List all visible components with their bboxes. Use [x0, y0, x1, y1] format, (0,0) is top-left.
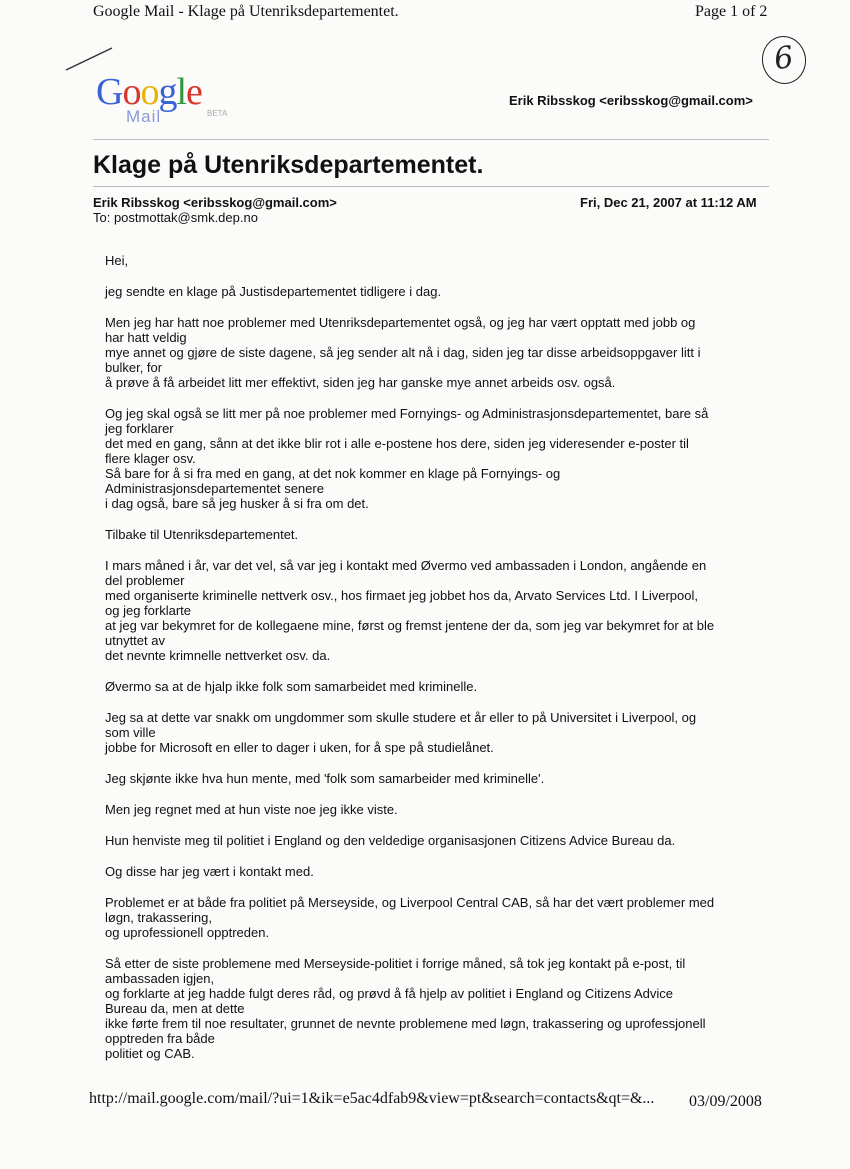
- message-body: [105, 253, 765, 1077]
- body-line: ikke førte frem til noe resultater, grunnet de nevnte problemene med løgn, trakassering og uprofessjonell: [105, 1016, 706, 1031]
- body-paragraph: [105, 771, 765, 786]
- body-line: å prøve å få arbeidet litt mer effektivt, siden jeg har ganske mye annet arbeids osv. også.: [105, 375, 616, 390]
- body-line: ambassaden igjen,: [105, 971, 215, 986]
- email-sender: Erik Ribsskog <eribsskog@gmail.com>: [93, 195, 337, 210]
- body-paragraph: [105, 527, 765, 542]
- body-line: jobbe for Microsoft en eller to dager i uken, for å spe på studielånet.: [105, 740, 494, 755]
- print-header-title: Google Mail - Klage på Utenriksdepartementet.: [93, 3, 399, 20]
- logo-wordmark: Google: [96, 71, 202, 113]
- body-paragraph: [105, 558, 765, 663]
- body-line: Administrasjonsdepartementet senere: [105, 481, 324, 496]
- body-line: Jeg skjønte ikke hva hun mente, med 'folk som samarbeider med kriminelle'.: [105, 771, 545, 786]
- body-line: I mars måned i år, var det vel, så var jeg i kontakt med Øvermo ved ambassaden i London, angående en: [105, 558, 707, 573]
- body-line: Bureau da, men at dette: [105, 1001, 245, 1016]
- body-line: har hatt veldig: [105, 330, 187, 345]
- body-line: Og disse har jeg vært i kontakt med.: [105, 864, 314, 879]
- body-line: Problemet er at både fra politiet på Merseyside, og Liverpool Central CAB, så har det vært problemer med: [105, 895, 715, 910]
- email-subject: Klage på Utenriksdepartementet.: [93, 151, 484, 179]
- email-date: Fri, Dec 21, 2007 at 11:12 AM: [580, 195, 757, 210]
- body-line: det med en gang, sånn at det ikke blir rot i alle e-postene hos dere, siden jeg videresender e-poster til: [105, 436, 689, 451]
- body-line: utnyttet av: [105, 633, 165, 648]
- body-line: at jeg var bekymret for de kollegaene mine, først og fremst jentene der da, som jeg var bekymret for at ble: [105, 618, 715, 633]
- logo-mail-text: Mail: [126, 107, 162, 126]
- body-paragraph: [105, 956, 765, 1061]
- logo-beta-text: BETA: [207, 109, 228, 118]
- header-divider: [93, 139, 769, 140]
- body-line: Men jeg regnet med at hun viste noe jeg ikke viste.: [105, 802, 398, 817]
- body-line: mye annet og gjøre de siste dagene, så jeg sender alt nå i dag, siden jeg tar disse arbeidsoppgaver litt i: [105, 345, 701, 360]
- body-line: Så bare for å si fra med en gang, at det nok kommer en klage på Fornyings- og: [105, 466, 561, 481]
- body-line: i dag også, bare så jeg husker å si fra om det.: [105, 496, 369, 511]
- body-line: opptreden fra både: [105, 1031, 215, 1046]
- body-line: Men jeg har hatt noe problemer med Utenriksdepartementet også, og jeg har vært opptatt med jobb og: [105, 315, 696, 330]
- account-email: Erik Ribsskog <eribsskog@gmail.com>: [509, 93, 753, 108]
- body-paragraph: [105, 864, 765, 879]
- body-paragraph: [105, 895, 765, 940]
- body-line: jeg forklarer: [105, 421, 174, 436]
- body-line: og uprofessionell opptreden.: [105, 925, 270, 940]
- body-line: og forklarte at jeg hadde fulgt deres råd, og prøvd å få hjelp av politiet i England og Citizens Advice: [105, 986, 674, 1001]
- body-line: bulker, for: [105, 360, 163, 375]
- body-line: Tilbake til Utenriksdepartementet.: [105, 527, 299, 542]
- body-line: jeg sendte en klage på Justisdepartementet tidligere i dag.: [105, 284, 442, 299]
- gmail-logo: [96, 70, 236, 132]
- print-header-page-number: Page 1 of 2: [695, 3, 768, 20]
- body-line: Øvermo sa at de hjalp ikke folk som samarbeidet med kriminelle.: [105, 679, 478, 694]
- body-line: Hun henviste meg til politiet i England og den veldedige organisasjonen Citizens Advice Bureau da.: [105, 833, 676, 848]
- body-paragraph: [105, 833, 765, 848]
- body-paragraph: [105, 406, 765, 511]
- print-footer-url: http://mail.google.com/mail/?ui=1&ik=e5ac4dfab9&view=pt&search=contacts&qt=&...: [89, 1090, 655, 1107]
- email-recipient: To: postmottak@smk.dep.no: [93, 210, 258, 225]
- body-paragraph: [105, 679, 765, 694]
- body-line: som ville: [105, 725, 156, 740]
- body-paragraph: [105, 315, 765, 390]
- body-paragraph: [105, 710, 765, 755]
- body-line: og jeg forklarte: [105, 603, 191, 618]
- print-footer-date: 03/09/2008: [689, 1093, 762, 1110]
- subject-divider: [93, 186, 769, 187]
- body-paragraph: [105, 284, 765, 299]
- body-line: politiet og CAB.: [105, 1046, 195, 1061]
- body-line: med organiserte kriminelle nettverk osv., hos firmaet jeg jobbet hos da, Arvato Services Ltd. I Liverpool,: [105, 588, 698, 603]
- body-line: Hei,: [105, 253, 129, 268]
- body-line: Så etter de siste problemene med Merseyside-politiet i forrige måned, så tok jeg kontakt på e-post, til: [105, 956, 686, 971]
- body-line: løgn, trakassering,: [105, 910, 212, 925]
- body-line: Jeg sa at dette var snakk om ungdommer som skulle studere et år eller to på Universitet i Liverpool, og: [105, 710, 697, 725]
- body-paragraph: [105, 253, 765, 268]
- body-line: Og jeg skal også se litt mer på noe problemer med Fornyings- og Administrasjonsdepartementet, bare så: [105, 406, 709, 421]
- body-line: del problemer: [105, 573, 185, 588]
- body-paragraph: [105, 802, 765, 817]
- body-line: flere klager osv.: [105, 451, 196, 466]
- handwritten-stamp-number: 6: [759, 33, 809, 87]
- body-line: det nevnte krimnelle nettverket osv. da.: [105, 648, 331, 663]
